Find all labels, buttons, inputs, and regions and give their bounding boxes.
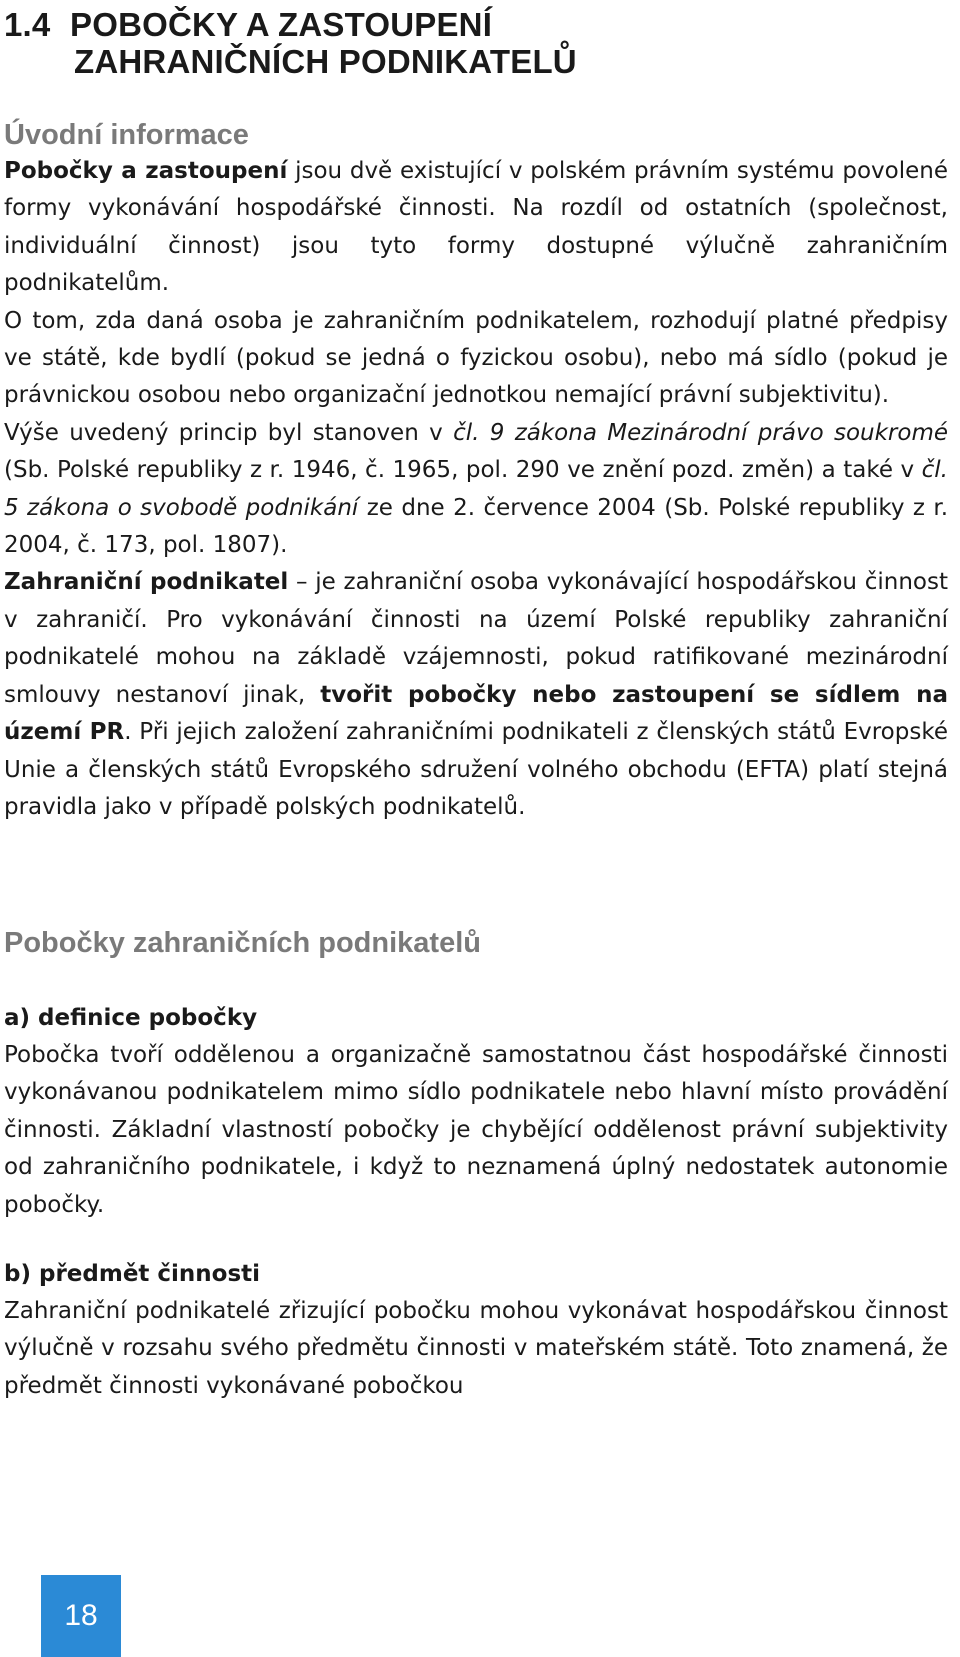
intro-paragraph-4: Zahraniční podnikatel – je zahraniční osoba vykonávající hospodářskou činnost v zahraničí. Pro vykonávání činnosti na území Polské republiky zahraniční podnikatelé mohou na základě vzájemnosti, pokud ratifikované mezinárodní smlouvy nestanoví jinak, tvořit pobočky nebo zastoupení se sídlem na území PR. Při jejich založení zahraničními podnikateli z členských států Evropské Unie a členských států Evropského sdružení volného obchodu (EFTA) platí stejná pravidla jako v případě polských podnikatelů. — [4, 569, 948, 820]
intro-paragraph-2: O tom, zda daná osoba je zahraničním podnikatelem, rozhodují platné předpisy ve státě, kde bydlí (pokud se jedná o fyzickou osobu), nebo má sídlo (pokud je právnickou osobou nebo organizační jednotkou nemající právní subjektivitu). — [4, 307, 948, 409]
intro-paragraph-1: Pobočky a zastoupení jsou dvě existující v polském právním systému povolené formy vykonávání hospodářské činnosti. Na rozdíl od ostatních (společnost, individuální činnost) jsou tyto formy dostupné výlučně zahraničním podnikatelům. — [4, 158, 949, 297]
subsection-b — [4, 1256, 948, 1405]
chapter-title-line1: POBOČKY A ZASTOUPENÍ — [70, 6, 493, 43]
section-heading-intro: Úvodní informace — [4, 119, 249, 151]
intro-paragraph-3: Výše uvedený princip byl stanoven v čl. 9 zákona Mezinárodní právo soukromé (Sb. Polské republiky z r. 1946, č. 1965, pol. 290 ve znění pozd. změn) a také v čl. 5 zákona o svobodě podnikání ze dne 2. července 2004 (Sb. Polské republiky z r. 2004, č. 173, pol. 1807). — [4, 419, 949, 559]
law-reference-1: čl. 9 zákona Mezinárodní právo soukromé — [453, 419, 948, 446]
definition-paragraph: Pobočka tvoří oddělenou a organizačně samostatnou část hospodářské činnosti vykonávanou podnikatelem mimo sídlo podnikatele nebo hlavní místo provádění činnosti. Základní vlastností pobočky je chybějící oddělenost právní subjektivity od zahraničního podnikatele, i když to neznamená úplný nedostatek autonomie pobočky. — [4, 1042, 948, 1218]
subheading-scope: b) předmět činnosti — [4, 1261, 261, 1287]
subsection-a — [4, 1000, 948, 1224]
subheading-definition: a) definice pobočky — [4, 1005, 258, 1031]
chapter-title — [4, 6, 577, 80]
scope-paragraph: Zahraniční podnikatelé zřizující pobočku mohou vykonávat hospodářskou činnost výlučně v rozsahu svého předmětu činnosti v mateřském státě. Toto znamená, že předmět činnosti vykonávané pobočkou — [4, 1298, 948, 1399]
emphasis-branches-in-pr: tvořit pobočky nebo zastoupení se sídlem na území PR — [4, 681, 948, 746]
term-foreign-entrepreneur: Zahraniční podnikatel — [4, 569, 289, 596]
law-reference-2: čl. 5 zákona o svobodě podnikání — [4, 457, 948, 521]
branches-section — [4, 925, 948, 961]
term-branches-representations: Pobočky a zastoupení — [4, 158, 288, 184]
chapter-number: 1.4 — [4, 6, 51, 43]
page-number-badge: 18 — [41, 1575, 121, 1657]
chapter-title-line2: ZAHRANIČNÍCH PODNIKATELŮ — [74, 43, 577, 80]
intro-section — [4, 117, 948, 826]
section-heading-branches: Pobočky zahraničních podnikatelů — [4, 927, 481, 959]
